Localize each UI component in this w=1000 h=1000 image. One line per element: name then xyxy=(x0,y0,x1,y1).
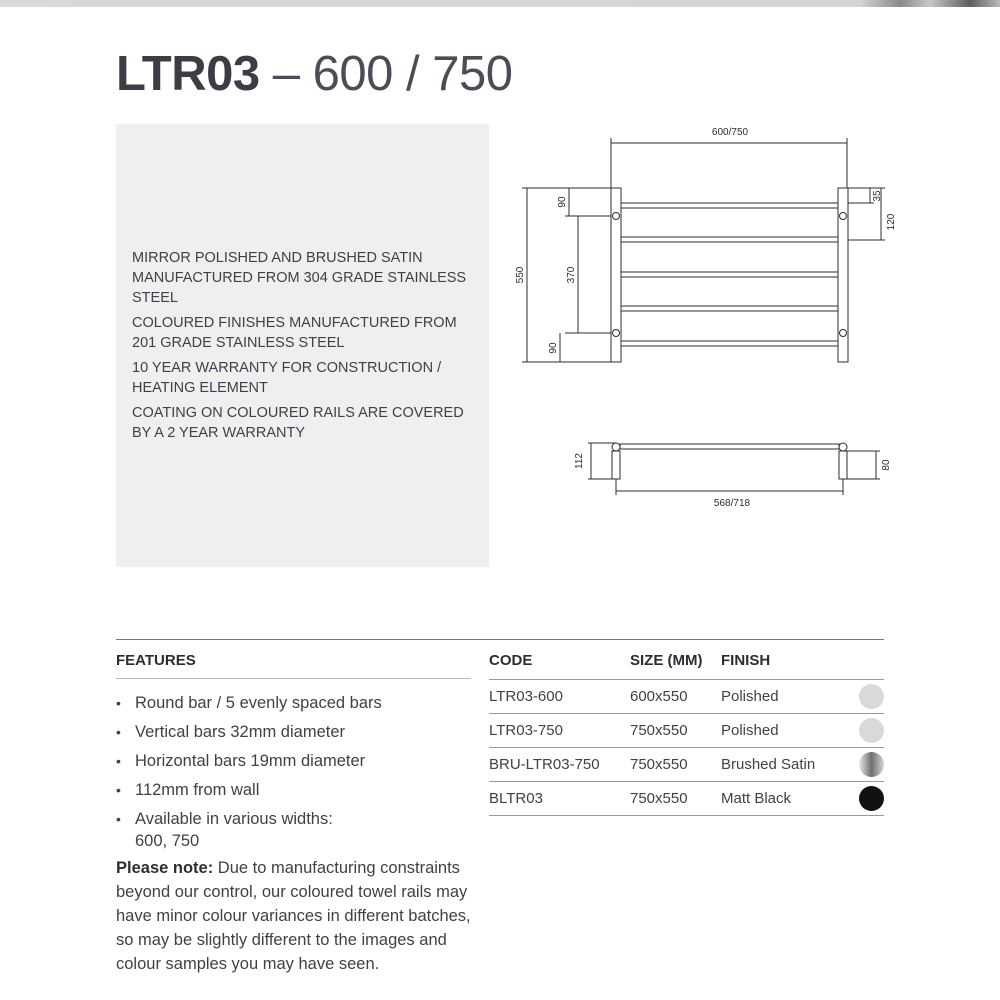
finish-swatch-brushed-satin xyxy=(859,752,884,777)
spec-warranty: 10 YEAR WARRANTY FOR CONSTRUCTION / HEATING ELEMENT xyxy=(132,360,442,396)
note-text: Due to manufacturing constraints beyond our control, our coloured towel rails may have minor colour variances in different batches, so may be slightly different to the images and colour samples you may have seen. xyxy=(116,859,471,973)
technical-drawing xyxy=(500,115,920,535)
cell-code: BLTR03 xyxy=(489,790,543,807)
table-row xyxy=(489,714,884,748)
product-code: LTR03 xyxy=(116,47,260,101)
dim-label-width: 600/750 xyxy=(711,127,749,138)
header-finish: FINISH xyxy=(721,652,771,669)
finish-swatch-polished xyxy=(859,718,884,743)
cell-finish: Polished xyxy=(721,722,779,739)
cell-size: 600x550 xyxy=(630,688,688,705)
table-row xyxy=(489,782,884,816)
table-header xyxy=(489,647,884,680)
cell-code: BRU-LTR03-750 xyxy=(489,756,600,773)
section-divider xyxy=(116,639,884,640)
feature-item: • 112mm from wall xyxy=(116,776,476,805)
dim-label-depth: 112 xyxy=(574,453,585,469)
specs-list xyxy=(132,248,477,448)
header-code: CODE xyxy=(489,652,533,669)
features-heading: FEATURES xyxy=(116,652,196,669)
top-view-post xyxy=(839,443,847,451)
cell-code: LTR03-750 xyxy=(489,722,563,739)
dim-label-inner-width: 568/718 xyxy=(713,498,751,509)
header-size: SIZE (MM) xyxy=(630,652,703,669)
spec-coloured-material: COLOURED FINISHES MANUFACTURED FROM 201 GRADE STAINLESS STEEL xyxy=(132,315,457,351)
mount-bracket xyxy=(613,213,620,220)
cell-finish: Polished xyxy=(721,688,779,705)
note-label: Please note: xyxy=(116,859,214,877)
product-table xyxy=(489,647,884,816)
top-view-post xyxy=(612,443,620,451)
top-view-bracket xyxy=(839,451,847,479)
feature-widths-label: Available in various widths: xyxy=(135,810,333,828)
table-row xyxy=(489,680,884,714)
cell-size: 750x550 xyxy=(630,790,688,807)
mount-bracket xyxy=(840,213,847,220)
rail-bar-1 xyxy=(621,203,838,208)
spec-coating-warranty: COATING ON COLOURED RAILS ARE COVERED BY A 2 YEAR WARRANTY xyxy=(132,405,464,441)
please-note xyxy=(116,856,478,976)
features-list xyxy=(116,689,476,853)
top-view-bracket xyxy=(612,451,620,479)
feature-item: • Horizontal bars 19mm diameter xyxy=(116,747,476,776)
dim-label-side-b: 120 xyxy=(886,213,897,231)
dim-label-side-a: 35 xyxy=(872,190,883,202)
top-banner-strip xyxy=(0,0,1000,7)
dim-label-bottom-gap: 90 xyxy=(548,342,559,354)
dim-label-height: 550 xyxy=(515,266,526,284)
spec-material: MIRROR POLISHED AND BRUSHED SATIN MANUFACTURED FROM 304 GRADE STAINLESS STEEL xyxy=(132,250,467,306)
table-row xyxy=(489,748,884,782)
dim-label-middle-gap: 370 xyxy=(566,266,577,284)
feature-widths-values: 600, 750 xyxy=(135,832,200,850)
cell-finish: Brushed Satin xyxy=(721,756,816,773)
mount-bracket xyxy=(613,330,620,337)
cell-size: 750x550 xyxy=(630,722,688,739)
feature-item xyxy=(116,805,476,853)
rail-bar-5 xyxy=(621,341,838,346)
top-view-rail xyxy=(620,444,839,449)
title-sizes: 600 / 750 xyxy=(312,47,513,101)
title-dash: – xyxy=(272,47,300,101)
dim-label-bracket: 80 xyxy=(881,459,892,471)
rail-bar-4 xyxy=(621,306,838,311)
rail-bar-3 xyxy=(621,272,838,277)
rail-bar-2 xyxy=(621,237,838,242)
mount-bracket xyxy=(840,330,847,337)
feature-item: • Round bar / 5 evenly spaced bars xyxy=(116,689,476,718)
feature-item: • Vertical bars 32mm diameter xyxy=(116,718,476,747)
cell-finish: Matt Black xyxy=(721,790,792,807)
cell-code: LTR03-600 xyxy=(489,688,563,705)
page-title xyxy=(116,44,513,104)
cell-size: 750x550 xyxy=(630,756,688,773)
finish-swatch-matt-black xyxy=(859,786,884,811)
finish-swatch-polished xyxy=(859,684,884,709)
features-divider xyxy=(116,678,471,679)
dim-label-top-gap: 90 xyxy=(557,196,568,208)
